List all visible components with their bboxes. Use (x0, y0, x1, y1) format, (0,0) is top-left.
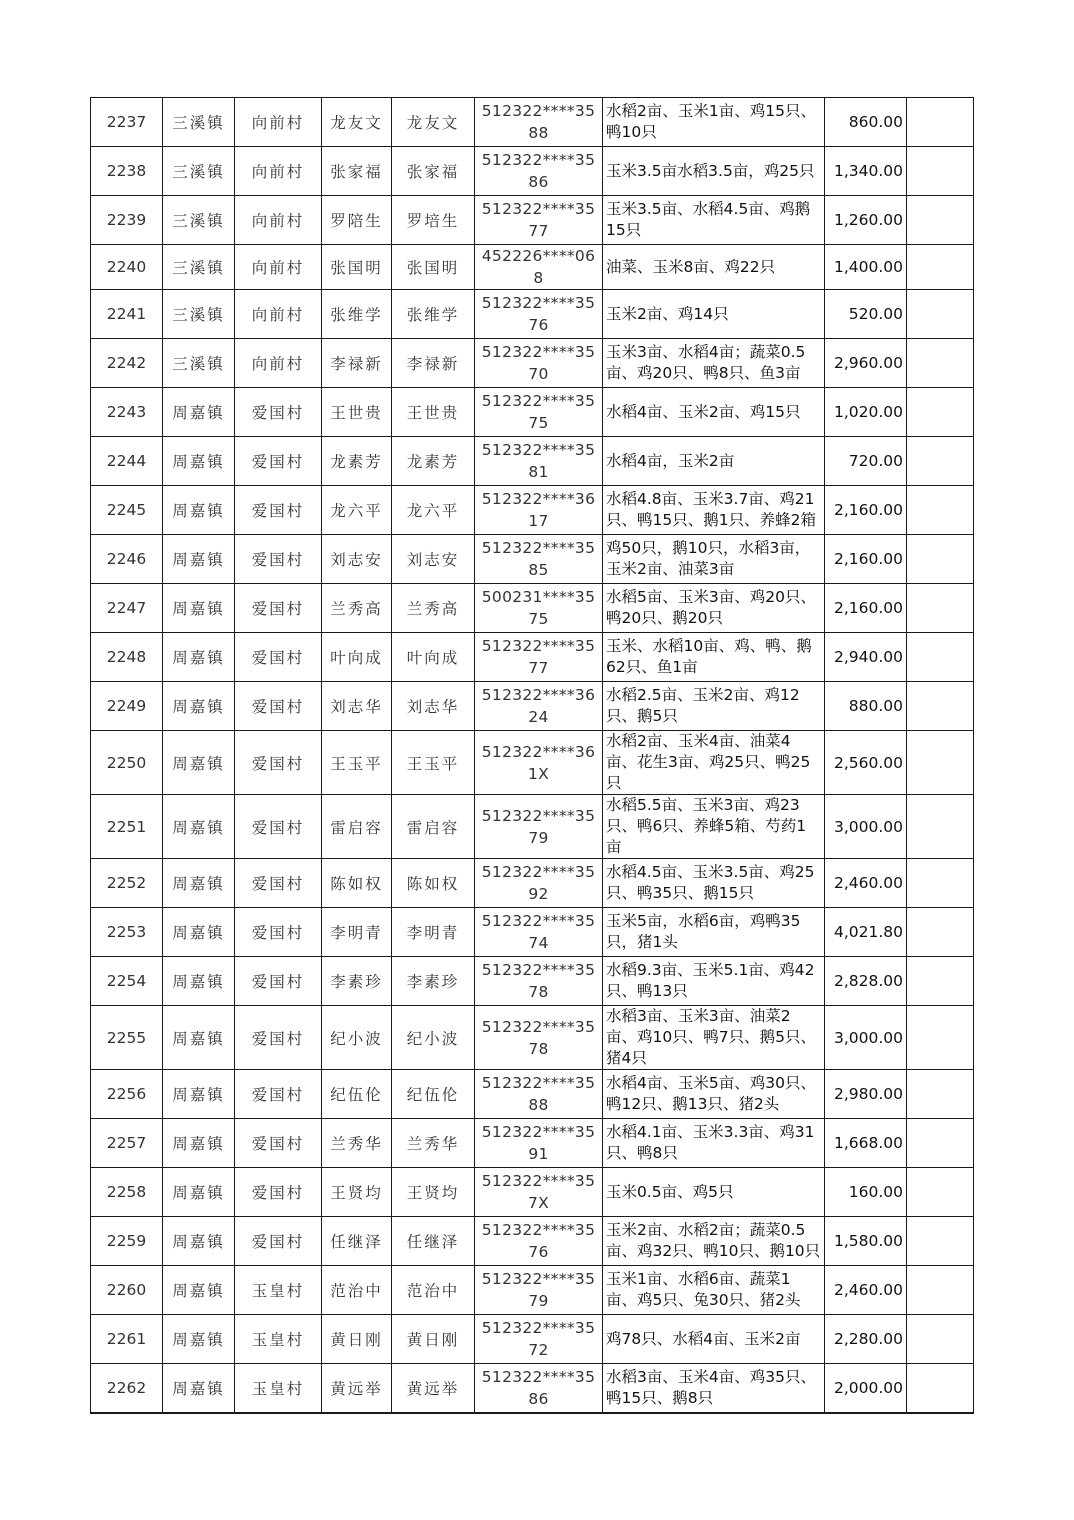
remark-cell (907, 245, 974, 290)
township-cell: 三溪镇 (163, 98, 235, 147)
table-row (91, 437, 974, 486)
row-number: 2241 (91, 290, 163, 339)
row-number: 2237 (91, 98, 163, 147)
village-cell: 玉皇村 (235, 1364, 322, 1414)
id-number-cell: 512322****3577 (475, 196, 603, 245)
village-cell: 爱国村 (235, 1070, 322, 1119)
table-row (91, 795, 974, 859)
production-items-cell: 玉米0.5亩、鸡5只 (603, 1168, 825, 1217)
village-cell: 向前村 (235, 147, 322, 196)
village-cell: 爱国村 (235, 795, 322, 859)
row-number: 2239 (91, 196, 163, 245)
table-row (91, 290, 974, 339)
table-row (91, 147, 974, 196)
household-name-cell: 李素珍 (322, 957, 392, 1006)
household-name-cell: 叶向成 (322, 633, 392, 682)
amount-cell: 860.00 (825, 98, 907, 147)
id-number-cell: 512322****3572 (475, 1315, 603, 1364)
production-items-cell: 水稻5.5亩、玉米3亩、鸡23只、鸭6只、养蜂5箱、芍药1亩 (603, 795, 825, 859)
id-number-cell: 512322****3574 (475, 908, 603, 957)
amount-cell: 3,000.00 (825, 795, 907, 859)
table-row (91, 633, 974, 682)
payee-name-cell: 张家福 (392, 147, 475, 196)
row-number: 2252 (91, 859, 163, 908)
subsidy-table (90, 97, 974, 1414)
village-cell: 爱国村 (235, 1168, 322, 1217)
production-items-cell: 玉米5亩，水稻6亩，鸡鸭35只，猪1头 (603, 908, 825, 957)
township-cell: 周嘉镇 (163, 957, 235, 1006)
village-cell: 向前村 (235, 245, 322, 290)
payee-name-cell: 张维学 (392, 290, 475, 339)
row-number: 2245 (91, 486, 163, 535)
payee-name-cell: 兰秀高 (392, 584, 475, 633)
table-row (91, 957, 974, 1006)
village-cell: 爱国村 (235, 731, 322, 795)
remark-cell (907, 633, 974, 682)
id-number-cell: 512322****3617 (475, 486, 603, 535)
remark-cell (907, 1364, 974, 1414)
id-number-cell: 512322****3576 (475, 1217, 603, 1266)
remark-cell (907, 908, 974, 957)
amount-cell: 2,160.00 (825, 584, 907, 633)
remark-cell (907, 535, 974, 584)
payee-name-cell: 刘志华 (392, 682, 475, 731)
township-cell: 周嘉镇 (163, 388, 235, 437)
township-cell: 三溪镇 (163, 196, 235, 245)
payee-name-cell: 李素珍 (392, 957, 475, 1006)
village-cell: 向前村 (235, 290, 322, 339)
township-cell: 周嘉镇 (163, 859, 235, 908)
table-row (91, 388, 974, 437)
table-row (91, 682, 974, 731)
remark-cell (907, 682, 974, 731)
production-items-cell: 玉米3.5亩水稻3.5亩，鸡25只 (603, 147, 825, 196)
id-number-cell: 512322****3588 (475, 98, 603, 147)
row-number: 2260 (91, 1266, 163, 1315)
row-number: 2250 (91, 731, 163, 795)
amount-cell: 2,980.00 (825, 1070, 907, 1119)
remark-cell (907, 196, 974, 245)
amount-cell: 1,020.00 (825, 388, 907, 437)
id-number-cell: 512322****3579 (475, 1266, 603, 1315)
row-number: 2246 (91, 535, 163, 584)
remark-cell (907, 584, 974, 633)
table-row (91, 486, 974, 535)
household-name-cell: 任继泽 (322, 1217, 392, 1266)
payee-name-cell: 龙六平 (392, 486, 475, 535)
remark-cell (907, 388, 974, 437)
row-number: 2240 (91, 245, 163, 290)
amount-cell: 2,280.00 (825, 1315, 907, 1364)
township-cell: 周嘉镇 (163, 1070, 235, 1119)
village-cell: 爱国村 (235, 908, 322, 957)
amount-cell: 2,460.00 (825, 859, 907, 908)
amount-cell: 520.00 (825, 290, 907, 339)
id-number-cell: 512322****3581 (475, 437, 603, 486)
township-cell: 周嘉镇 (163, 1315, 235, 1364)
village-cell: 向前村 (235, 339, 322, 388)
remark-cell (907, 98, 974, 147)
payee-name-cell: 罗培生 (392, 196, 475, 245)
village-cell: 爱国村 (235, 486, 322, 535)
remark-cell (907, 957, 974, 1006)
payee-name-cell: 龙友文 (392, 98, 475, 147)
row-number: 2244 (91, 437, 163, 486)
production-items-cell: 水稻2亩、玉米4亩、油菜4亩、花生3亩、鸡25只、鸭25只 (603, 731, 825, 795)
village-cell: 爱国村 (235, 388, 322, 437)
household-name-cell: 纪伍伦 (322, 1070, 392, 1119)
table-row (91, 908, 974, 957)
household-name-cell: 兰秀华 (322, 1119, 392, 1168)
household-name-cell: 刘志安 (322, 535, 392, 584)
payee-name-cell: 黄日刚 (392, 1315, 475, 1364)
household-name-cell: 兰秀高 (322, 584, 392, 633)
village-cell: 向前村 (235, 196, 322, 245)
remark-cell (907, 1266, 974, 1315)
village-cell: 爱国村 (235, 437, 322, 486)
amount-cell: 160.00 (825, 1168, 907, 1217)
id-number-cell: 512322****3579 (475, 795, 603, 859)
id-number-cell: 512322****3570 (475, 339, 603, 388)
id-number-cell: 512322****357X (475, 1168, 603, 1217)
amount-cell: 2,000.00 (825, 1364, 907, 1414)
production-items-cell: 玉米1亩、水稻6亩、蔬菜1亩、鸡5只、兔30只、猪2头 (603, 1266, 825, 1315)
village-cell: 玉皇村 (235, 1266, 322, 1315)
table-row (91, 1217, 974, 1266)
row-number: 2247 (91, 584, 163, 633)
payee-name-cell: 李禄新 (392, 339, 475, 388)
id-number-cell: 512322****3586 (475, 147, 603, 196)
payee-name-cell: 纪小波 (392, 1006, 475, 1070)
village-cell: 爱国村 (235, 682, 322, 731)
row-number: 2238 (91, 147, 163, 196)
township-cell: 周嘉镇 (163, 1168, 235, 1217)
township-cell: 三溪镇 (163, 339, 235, 388)
village-cell: 爱国村 (235, 859, 322, 908)
household-name-cell: 张国明 (322, 245, 392, 290)
row-number: 2243 (91, 388, 163, 437)
household-name-cell: 张维学 (322, 290, 392, 339)
amount-cell: 2,160.00 (825, 486, 907, 535)
table-row (91, 731, 974, 795)
row-number: 2256 (91, 1070, 163, 1119)
production-items-cell: 玉米2亩、鸡14只 (603, 290, 825, 339)
township-cell: 周嘉镇 (163, 908, 235, 957)
table-row (91, 584, 974, 633)
id-number-cell: 512322****3586 (475, 1364, 603, 1414)
id-number-cell: 500231****3575 (475, 584, 603, 633)
payee-name-cell: 龙素芳 (392, 437, 475, 486)
payee-name-cell: 王世贵 (392, 388, 475, 437)
village-cell: 爱国村 (235, 584, 322, 633)
id-number-cell: 512322****3578 (475, 1006, 603, 1070)
village-cell: 爱国村 (235, 1217, 322, 1266)
payee-name-cell: 任继泽 (392, 1217, 475, 1266)
row-number: 2258 (91, 1168, 163, 1217)
production-items-cell: 水稻4亩、玉米5亩、鸡30只、鸭12只、鹅13只、猪2头 (603, 1070, 825, 1119)
payee-name-cell: 纪伍伦 (392, 1070, 475, 1119)
township-cell: 周嘉镇 (163, 682, 235, 731)
table-row (91, 245, 974, 290)
payee-name-cell: 范治中 (392, 1266, 475, 1315)
village-cell: 玉皇村 (235, 1315, 322, 1364)
payee-name-cell: 兰秀华 (392, 1119, 475, 1168)
production-items-cell: 水稻4亩、玉米2亩、鸡15只 (603, 388, 825, 437)
production-items-cell: 玉米、水稻10亩、鸡、鸭、鹅62只、鱼1亩 (603, 633, 825, 682)
township-cell: 周嘉镇 (163, 1006, 235, 1070)
remark-cell (907, 1168, 974, 1217)
id-number-cell: 512322****3576 (475, 290, 603, 339)
table-row (91, 339, 974, 388)
row-number: 2251 (91, 795, 163, 859)
amount-cell: 2,960.00 (825, 339, 907, 388)
production-items-cell: 水稻3亩、玉米4亩、鸡35只、鸭15只、鹅8只 (603, 1364, 825, 1414)
remark-cell (907, 795, 974, 859)
payee-name-cell: 王玉平 (392, 731, 475, 795)
amount-cell: 720.00 (825, 437, 907, 486)
table-row (91, 1315, 974, 1364)
remark-cell (907, 290, 974, 339)
table-row (91, 1070, 974, 1119)
production-items-cell: 水稻2.5亩、玉米2亩、鸡12只、鹅5只 (603, 682, 825, 731)
id-number-cell: 452226****068 (475, 245, 603, 290)
table-row (91, 1119, 974, 1168)
township-cell: 周嘉镇 (163, 795, 235, 859)
row-number: 2248 (91, 633, 163, 682)
township-cell: 周嘉镇 (163, 731, 235, 795)
production-items-cell: 水稻4.1亩、玉米3.3亩、鸡31只、鸭8只 (603, 1119, 825, 1168)
production-items-cell: 水稻4.8亩、玉米3.7亩、鸡21只、鸭15只、鹅1只、养蜂2箱 (603, 486, 825, 535)
township-cell: 三溪镇 (163, 147, 235, 196)
remark-cell (907, 339, 974, 388)
id-number-cell: 512322****3577 (475, 633, 603, 682)
household-name-cell: 张家福 (322, 147, 392, 196)
household-name-cell: 龙六平 (322, 486, 392, 535)
village-cell: 爱国村 (235, 535, 322, 584)
row-number: 2242 (91, 339, 163, 388)
township-cell: 周嘉镇 (163, 1217, 235, 1266)
township-cell: 周嘉镇 (163, 486, 235, 535)
township-cell: 周嘉镇 (163, 535, 235, 584)
amount-cell: 880.00 (825, 682, 907, 731)
household-name-cell: 黄日刚 (322, 1315, 392, 1364)
remark-cell (907, 147, 974, 196)
amount-cell: 2,828.00 (825, 957, 907, 1006)
row-number: 2259 (91, 1217, 163, 1266)
village-cell: 爱国村 (235, 1006, 322, 1070)
table-row (91, 1168, 974, 1217)
id-number-cell: 512322****3578 (475, 957, 603, 1006)
id-number-cell: 512322****3591 (475, 1119, 603, 1168)
amount-cell: 3,000.00 (825, 1006, 907, 1070)
amount-cell: 2,940.00 (825, 633, 907, 682)
production-items-cell: 水稻4.5亩、玉米3.5亩、鸡25只、鸭35只、鹅15只 (603, 859, 825, 908)
payee-name-cell: 王贤均 (392, 1168, 475, 1217)
payee-name-cell: 张国明 (392, 245, 475, 290)
production-items-cell: 水稻4亩，玉米2亩 (603, 437, 825, 486)
production-items-cell: 水稻3亩、玉米3亩、油菜2亩、鸡10只、鸭7只、鹅5只、猪4只 (603, 1006, 825, 1070)
table-row (91, 1364, 974, 1414)
row-number: 2255 (91, 1006, 163, 1070)
amount-cell: 1,580.00 (825, 1217, 907, 1266)
id-number-cell: 512322****361X (475, 731, 603, 795)
household-name-cell: 王世贵 (322, 388, 392, 437)
id-number-cell: 512322****3588 (475, 1070, 603, 1119)
production-items-cell: 玉米2亩、水稻2亩；蔬菜0.5亩、鸡32只、鸭10只、鹅10只 (603, 1217, 825, 1266)
village-cell: 爱国村 (235, 957, 322, 1006)
remark-cell (907, 859, 974, 908)
amount-cell: 1,340.00 (825, 147, 907, 196)
household-name-cell: 陈如权 (322, 859, 392, 908)
household-name-cell: 雷启容 (322, 795, 392, 859)
township-cell: 周嘉镇 (163, 633, 235, 682)
table-row (91, 859, 974, 908)
table-body (91, 98, 974, 1414)
household-name-cell: 刘志华 (322, 682, 392, 731)
village-cell: 爱国村 (235, 633, 322, 682)
table-row (91, 98, 974, 147)
remark-cell (907, 1006, 974, 1070)
amount-cell: 2,460.00 (825, 1266, 907, 1315)
amount-cell: 4,021.80 (825, 908, 907, 957)
remark-cell (907, 1119, 974, 1168)
township-cell: 周嘉镇 (163, 437, 235, 486)
row-number: 2249 (91, 682, 163, 731)
id-number-cell: 512322****3585 (475, 535, 603, 584)
id-number-cell: 512322****3575 (475, 388, 603, 437)
payee-name-cell: 黄远举 (392, 1364, 475, 1414)
amount-cell: 2,560.00 (825, 731, 907, 795)
remark-cell (907, 1315, 974, 1364)
household-name-cell: 李明青 (322, 908, 392, 957)
household-name-cell: 纪小波 (322, 1006, 392, 1070)
production-items-cell: 玉米3亩、水稻4亩；蔬菜0.5亩、鸡20只、鸭8只、鱼3亩 (603, 339, 825, 388)
payee-name-cell: 雷启容 (392, 795, 475, 859)
table-row (91, 1266, 974, 1315)
remark-cell (907, 1070, 974, 1119)
payee-name-cell: 李明青 (392, 908, 475, 957)
row-number: 2261 (91, 1315, 163, 1364)
remark-cell (907, 486, 974, 535)
remark-cell (907, 437, 974, 486)
amount-cell: 1,260.00 (825, 196, 907, 245)
production-items-cell: 鸡78只、水稻4亩、玉米2亩 (603, 1315, 825, 1364)
production-items-cell: 玉米3.5亩、水稻4.5亩、鸡鹅15只 (603, 196, 825, 245)
village-cell: 向前村 (235, 98, 322, 147)
township-cell: 周嘉镇 (163, 1266, 235, 1315)
payee-name-cell: 刘志安 (392, 535, 475, 584)
township-cell: 三溪镇 (163, 290, 235, 339)
payee-name-cell: 叶向成 (392, 633, 475, 682)
production-items-cell: 鸡50只，鹅10只，水稻3亩，玉米2亩、油菜3亩 (603, 535, 825, 584)
remark-cell (907, 731, 974, 795)
row-number: 2254 (91, 957, 163, 1006)
household-name-cell: 王贤均 (322, 1168, 392, 1217)
remark-cell (907, 1217, 974, 1266)
township-cell: 周嘉镇 (163, 584, 235, 633)
production-items-cell: 油菜、玉米8亩、鸡22只 (603, 245, 825, 290)
table-row (91, 535, 974, 584)
payee-name-cell: 陈如权 (392, 859, 475, 908)
township-cell: 周嘉镇 (163, 1119, 235, 1168)
id-number-cell: 512322****3624 (475, 682, 603, 731)
amount-cell: 1,400.00 (825, 245, 907, 290)
row-number: 2257 (91, 1119, 163, 1168)
id-number-cell: 512322****3592 (475, 859, 603, 908)
row-number: 2262 (91, 1364, 163, 1414)
table-row (91, 196, 974, 245)
village-cell: 爱国村 (235, 1119, 322, 1168)
household-name-cell: 罗陪生 (322, 196, 392, 245)
amount-cell: 2,160.00 (825, 535, 907, 584)
production-items-cell: 水稻9.3亩、玉米5.1亩、鸡42只、鸭13只 (603, 957, 825, 1006)
household-name-cell: 黄远举 (322, 1364, 392, 1414)
township-cell: 三溪镇 (163, 245, 235, 290)
household-name-cell: 王玉平 (322, 731, 392, 795)
production-items-cell: 水稻5亩、玉米3亩、鸡20只、鸭20只、鹅20只 (603, 584, 825, 633)
household-name-cell: 龙友文 (322, 98, 392, 147)
household-name-cell: 龙素芳 (322, 437, 392, 486)
household-name-cell: 李禄新 (322, 339, 392, 388)
table-row (91, 1006, 974, 1070)
household-name-cell: 范治中 (322, 1266, 392, 1315)
amount-cell: 1,668.00 (825, 1119, 907, 1168)
production-items-cell: 水稻2亩、玉米1亩、鸡15只、鸭10只 (603, 98, 825, 147)
township-cell: 周嘉镇 (163, 1364, 235, 1414)
row-number: 2253 (91, 908, 163, 957)
